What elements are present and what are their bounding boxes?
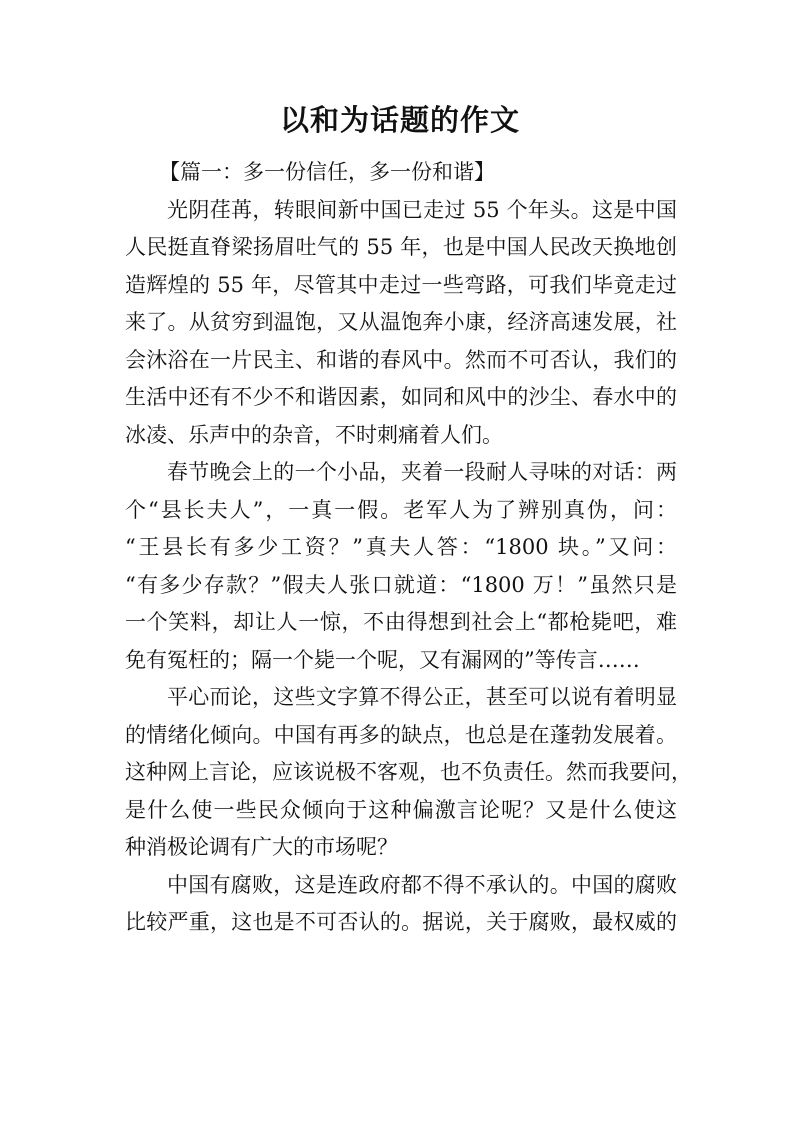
paragraph-1 [125, 192, 677, 455]
paragraph-line: 免有冤枉的；隔一个毙一个呢，又有漏网的”等传言…… [125, 647, 640, 672]
paragraph-4 [125, 867, 677, 942]
paragraph-line: 造辉煌的 55 年，尽管其中走过一些弯路，可我们毕竟走过 [125, 272, 677, 297]
paragraph-line: 的情绪化倾向。中国有再多的缺点，也总是在蓬勃发展着。 [125, 722, 677, 747]
paragraph-line: 一个笑料，却让人一惊，不由得想到社会上“都枪毙吧，难 [125, 610, 677, 634]
paragraph-line: “有多少存款？”假夫人张口就道：“1800 万！”虽然只是 [125, 572, 677, 597]
paragraph-line: 中国有腐败，这是连政府都不得不承认的。中国的腐败 [167, 872, 677, 897]
paragraph-line: 种消极论调有广大的市场呢？ [125, 835, 398, 859]
section-heading: 【篇一：多一份信任，多一份和谐】 [159, 160, 495, 184]
document-title: 以和为话题的作文 [279, 103, 520, 137]
paragraph-line: 光阴荏苒，转眼间新中国已走过 55 个年头。这是中国 [167, 197, 677, 222]
paragraph-line: 个“县长夫人”，一真一假。老军人为了辨别真伪，问： [125, 497, 677, 522]
paragraph-line: 是什么使一些民众倾向于这种偏激言论呢？又是什么使这 [125, 797, 677, 822]
paragraph-line: 人民挺直脊梁扬眉吐气的 55 年，也是中国人民改天换地创 [125, 235, 677, 259]
paragraph-line: 生活中还有不少不和谐因素，如同和风中的沙尘、春水中的 [125, 385, 677, 409]
paragraph-2 [125, 454, 677, 679]
paragraph-line: 平心而论，这些文字算不得公正，甚至可以说有着明显 [167, 685, 677, 709]
paragraph-line: 比较严重，这也是不可否认的。据说，关于腐败，最权威的 [125, 910, 677, 934]
paragraph-line: 会沐浴在一片民主、和谐的春风中。然而不可否认，我们的 [125, 347, 677, 372]
paragraph-3 [125, 679, 692, 867]
paragraph-line: 这种网上言论，应该说极不客观，也不负责任。然而我要问， [125, 760, 692, 784]
paragraph-line: 春节晚会上的一个小品，夹着一段耐人寻味的对话：两 [167, 460, 677, 484]
document-body [125, 154, 692, 942]
paragraph-line: “王县长有多少工资？”真夫人答：“1800 块。”又问： [125, 535, 677, 559]
paragraph-line: 冰凌、乐声中的杂音，不时刺痛着人们。 [125, 422, 503, 447]
paragraph-line: 来了。从贫穷到温饱，又从温饱奔小康，经济高速发展，社 [125, 310, 677, 334]
